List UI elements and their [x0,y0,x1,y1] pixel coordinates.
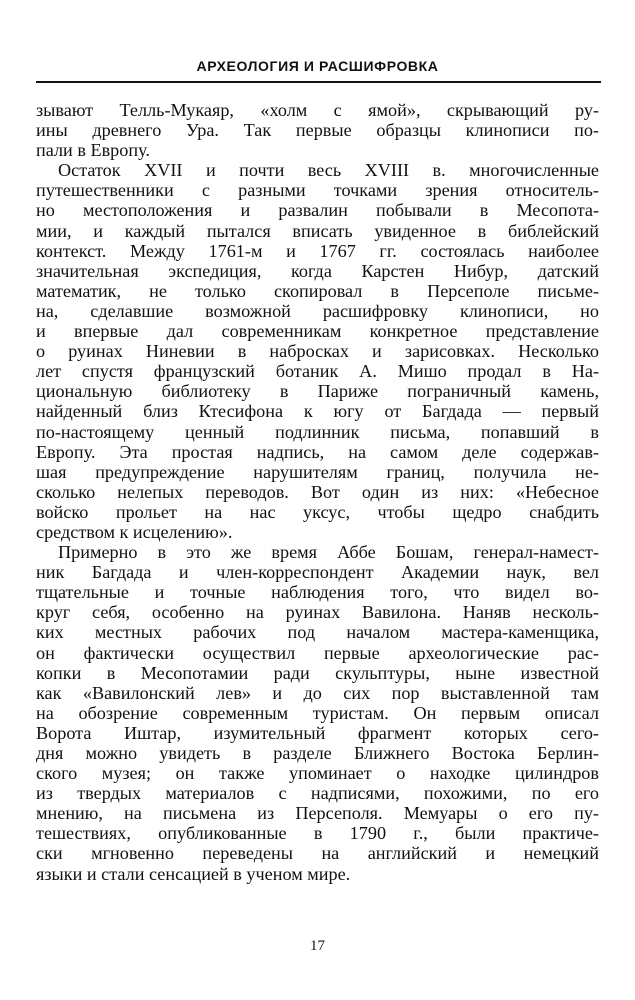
text-line: лет спустя французский ботаник А. Мишо продал в На- [36,361,599,382]
text-line: круг себя, особенно на руинах Вавилона. Наняв несколь- [36,602,599,623]
body-text [36,100,599,884]
text-line: тешествиях, опубликованные в 1790 г., были практиче- [36,823,599,844]
text-line: контекст. Между 1761-м и 1767 гг. состоялась наиболее [36,240,599,261]
text-line: ины древнего Ура. Так первые образцы клинописи по- [36,120,599,141]
text-line: шая предупреждение нарушителям границ, получила не- [36,461,599,482]
text-line: Примерно в это же время Аббе Бошам, генерал-намест- [58,542,599,563]
text-line: он фактически осуществил первые археологические рас- [36,642,599,663]
text-line: войско прольет на нас уксус, чтобы щедро снабдить [36,501,599,522]
text-line: мнению, на письмена из Персеполя. Мемуары о его пу- [36,803,599,824]
text-line: Европу. Эта простая надпись, на самом деле содержав- [36,441,599,462]
text-line: значительная экспедиция, когда Карстен Нибур, датский [36,260,599,281]
text-line: как «Вавилонский лев» и до сих пор выставленной там [36,682,599,703]
text-line: путешественники с разными точками зрения относитель- [36,180,599,201]
text-line: математик, не только скопировал в Персеполе письме- [36,280,599,301]
text-line: ски мгновенно переведены на английский и немецкий [36,843,599,864]
text-line: зывают Телль-Мукаяр, «холм с ямой», скрывающий ру- [36,100,599,120]
text-line: средством к исцелению». [36,521,233,542]
paragraph-1 [36,100,599,160]
header-rule [36,81,601,83]
text-line: мии, и каждый пытался вписать увиденное в библейский [36,220,599,241]
text-line: ких местных рабочих под началом мастера-каменщика, [36,622,599,643]
text-line: языки и стали сенсацией в ученом мире. [36,863,351,884]
text-line: о руинах Ниневии в набросках и зарисовках. Несколько [36,341,599,362]
text-line: дня можно увидеть в разделе Ближнего Востока Берлин- [36,743,599,763]
text-line: ник Багдада и член-корреспондент Академии наук, вел [36,562,599,583]
text-line: найденный близ Ктесифона к югу от Багдада — первый [36,401,599,422]
text-line: но местоположения и развалин побывали в Месопота- [36,200,599,221]
text-line: копки в Месопотамии ради скульптуры, ныне известной [36,662,599,683]
text-line: сколько нелепых переводов. Вот один из них: «Небесное [36,481,599,502]
text-line: Ворота Иштар, изумительный фрагмент которых сего- [36,722,599,743]
text-line: тщательные и точные наблюдения того, что видел во- [36,582,599,603]
text-line: Остаток XVII и почти весь XVIII в. многочисленные [58,160,599,181]
text-line: пали в Европу. [36,140,150,161]
text-line: ского музея; он также упоминает о находке цилиндров [36,763,599,784]
text-line: на, сделавшие возможной расшифровку клинописи, но [36,300,599,321]
text-line: на обозрение современным туристам. Он первым описал [36,702,599,723]
text-line: и впервые дал современникам конкретное представление [36,321,599,342]
text-line: из твердых материалов с надписями, похожими, по его [36,783,599,804]
paragraph-2 [36,160,599,542]
text-line: циональную библиотеку в Париже пограничный камень, [36,381,599,402]
running-header: АРХЕОЛОГИЯ И РАСШИФРОВКА [196,58,439,74]
text-line: по-настоящему ценный подлинник письма, попавший в [36,421,599,442]
page-number: 17 [310,938,325,954]
paragraph-3 [36,542,599,884]
